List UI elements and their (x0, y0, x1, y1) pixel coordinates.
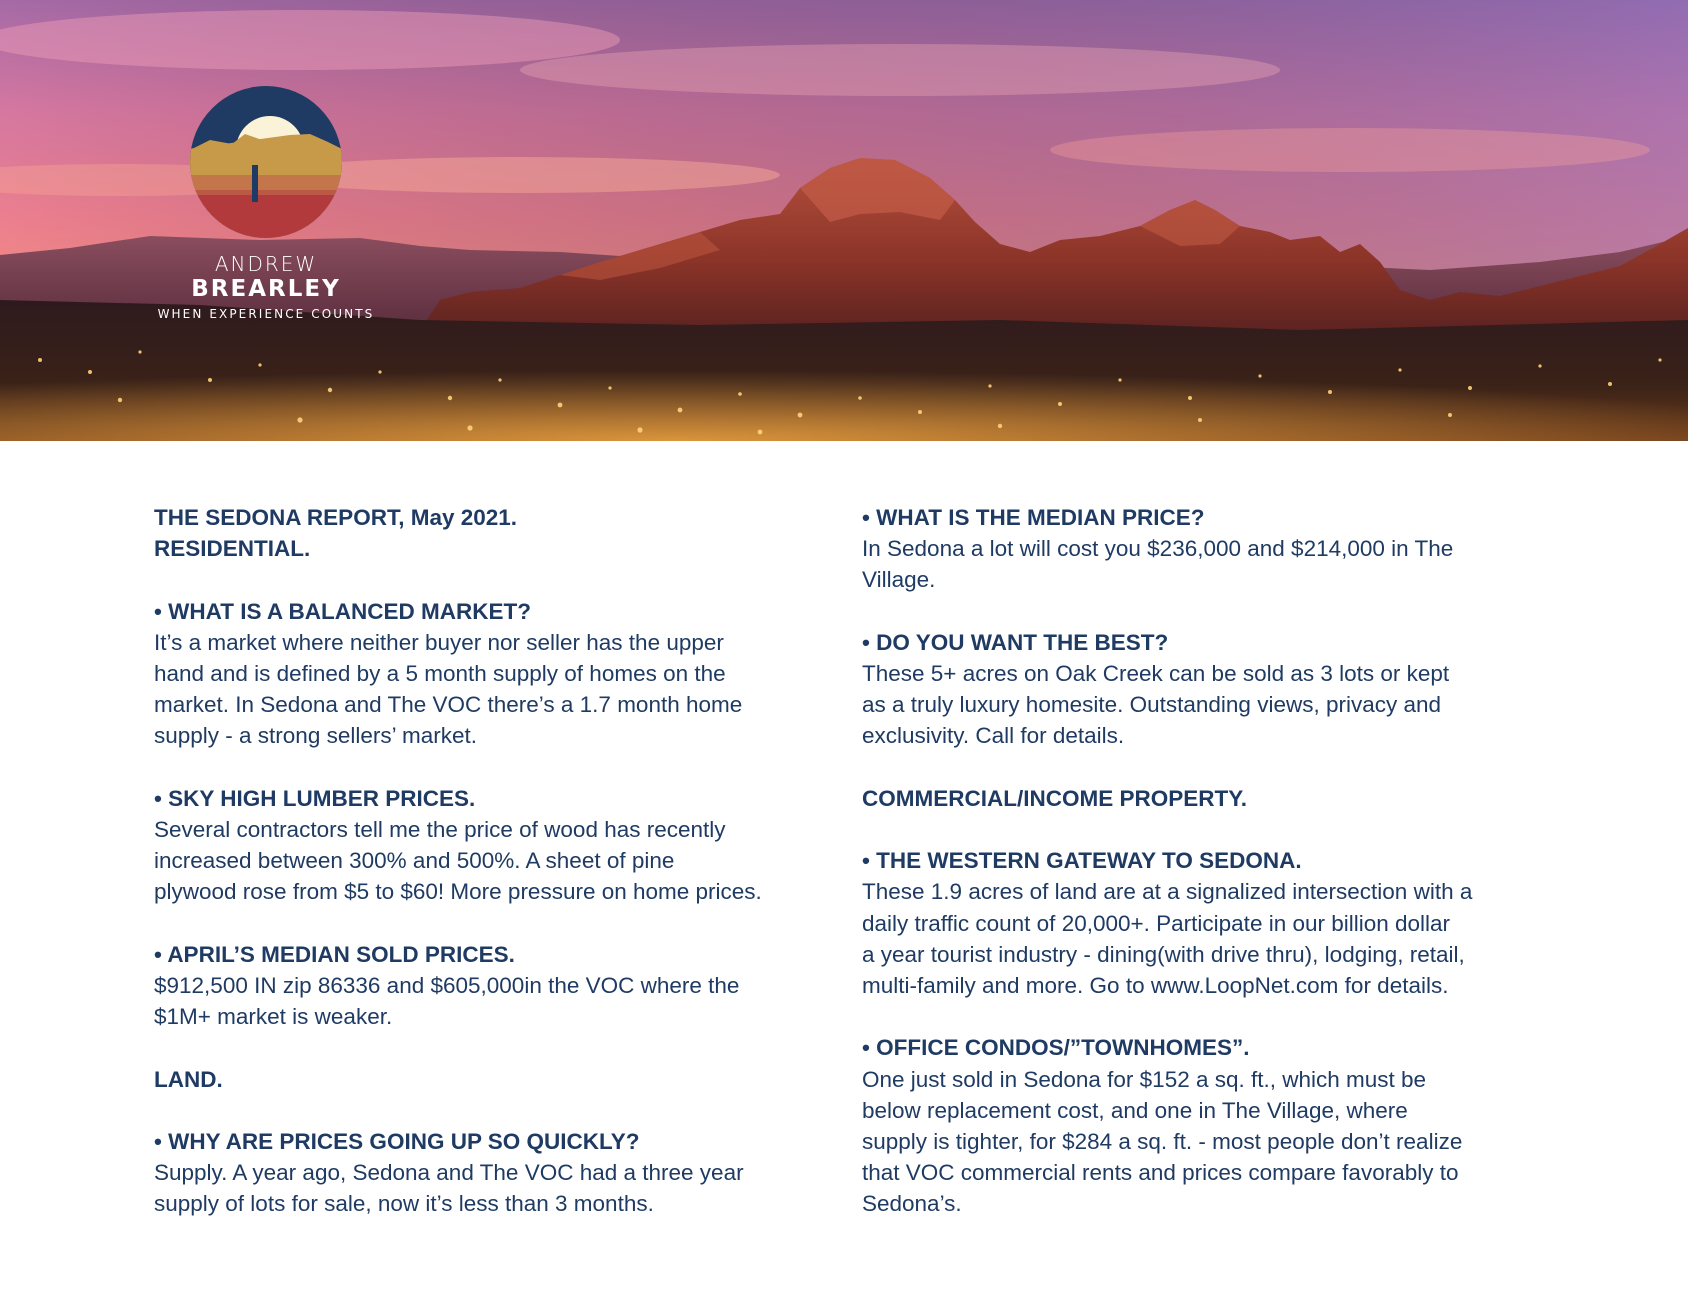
text-line: plywood rose from $5 to $60! More pressure on home prices. (154, 879, 762, 905)
section-heading: DO YOU WANT THE BEST? (876, 629, 1169, 655)
text-line: as a truly luxury homesite. Outstanding views, privacy and (862, 692, 1442, 718)
section-heading: APRIL’S MEDIAN SOLD PRICES. (167, 941, 515, 967)
section-heading: WHY ARE PRICES GOING UP SO QUICKLY? (168, 1128, 640, 1154)
text-line: supply - a strong sellers’ market. (154, 723, 478, 749)
text-line: Sedona’s. (862, 1191, 962, 1217)
text-line: $1M+ market is weaker. (154, 1004, 393, 1030)
bullet: • (862, 505, 870, 530)
brand-last-name: BREARLEY (191, 276, 341, 302)
bullet: • (862, 1035, 870, 1061)
text-line: One just sold in Sedona for $152 a sq. ft., which must be (862, 1066, 1427, 1092)
april-median-section (154, 939, 834, 1033)
text-line: Village. (862, 567, 936, 593)
bullet: • (862, 629, 870, 655)
bullet: • (862, 848, 870, 874)
text-line: Supply. A year ago, Sedona and The VOC had a three year (154, 1160, 744, 1186)
text-line: market. In Sedona and The VOC there’s a 1.7 month home (154, 692, 743, 718)
text-line: a year tourist industry - dining(with drive thru), lodging, retail, (862, 941, 1465, 967)
section-heading: WHAT IS THE MEDIAN PRICE? (876, 505, 1205, 530)
hero-banner (0, 0, 1688, 441)
section-heading: WHAT IS A BALANCED MARKET? (168, 598, 532, 624)
bullet: • (154, 598, 162, 624)
text-line: that VOC commercial rents and prices compare favorably to (862, 1160, 1459, 1186)
report-title: THE SEDONA REPORT, May 2021. (154, 505, 518, 530)
commercial-label: COMMERCIAL/INCOME PROPERTY. (862, 785, 1248, 811)
text-line: multi-family and more. Go to www.LoopNet.com for details. (862, 973, 1449, 998)
best-section (862, 627, 1542, 752)
text-line: $912,500 IN zip 86336 and $605,000in the VOC where the (154, 973, 740, 998)
text-line: exclusivity. Call for details. (862, 723, 1125, 749)
left-column (154, 502, 834, 1251)
brand-first-name: ANDREW (214, 252, 318, 276)
brand-tagline: WHEN EXPERIENCE COUNTS (157, 307, 375, 321)
section-heading: OFFICE CONDOS/”TOWNHOMES”. (876, 1035, 1250, 1061)
text-line: These 5+ acres on Oak Creek can be sold as 3 lots or kept (862, 661, 1450, 686)
text-line: supply of lots for sale, now it’s less than 3 months. (154, 1191, 654, 1217)
section-heading: SKY HIGH LUMBER PRICES. (168, 785, 476, 811)
text-line: daily traffic count of 20,000+. Participate in our billion dollar (862, 910, 1451, 936)
bullet: • (154, 785, 162, 811)
right-column (862, 502, 1542, 1251)
lumber-prices-section (154, 783, 834, 908)
office-condos-section (862, 1032, 1542, 1219)
western-gateway-section (862, 845, 1542, 1001)
text-line: supply is tighter, for $284 a sq. ft. - most people don’t realize (862, 1129, 1463, 1154)
bullet: • (154, 1128, 162, 1154)
text-line: Several contractors tell me the price of wood has recently (154, 817, 726, 842)
text-line: hand and is defined by a 5 month supply of homes on the (154, 661, 726, 686)
text-line: These 1.9 acres of land are at a signalized intersection with a (862, 879, 1473, 905)
land-label: LAND. (154, 1066, 223, 1092)
residential-label: RESIDENTIAL. (154, 536, 311, 562)
bullet: • (154, 941, 162, 967)
text-line: below replacement cost, and one in The Village, where (862, 1097, 1408, 1123)
text-line: It’s a market where neither buyer nor seller has the upper (154, 629, 724, 655)
section-heading: THE WESTERN GATEWAY TO SEDONA. (876, 848, 1302, 874)
balanced-market-section (154, 596, 834, 752)
median-price-section (862, 502, 1542, 596)
why-prices-section (154, 1126, 834, 1220)
brand-block (150, 85, 382, 321)
text-line: In Sedona a lot will cost you $236,000 and $214,000 in The (862, 536, 1454, 562)
text-line: increased between 300% and 500%. A sheet of pine (154, 848, 675, 874)
